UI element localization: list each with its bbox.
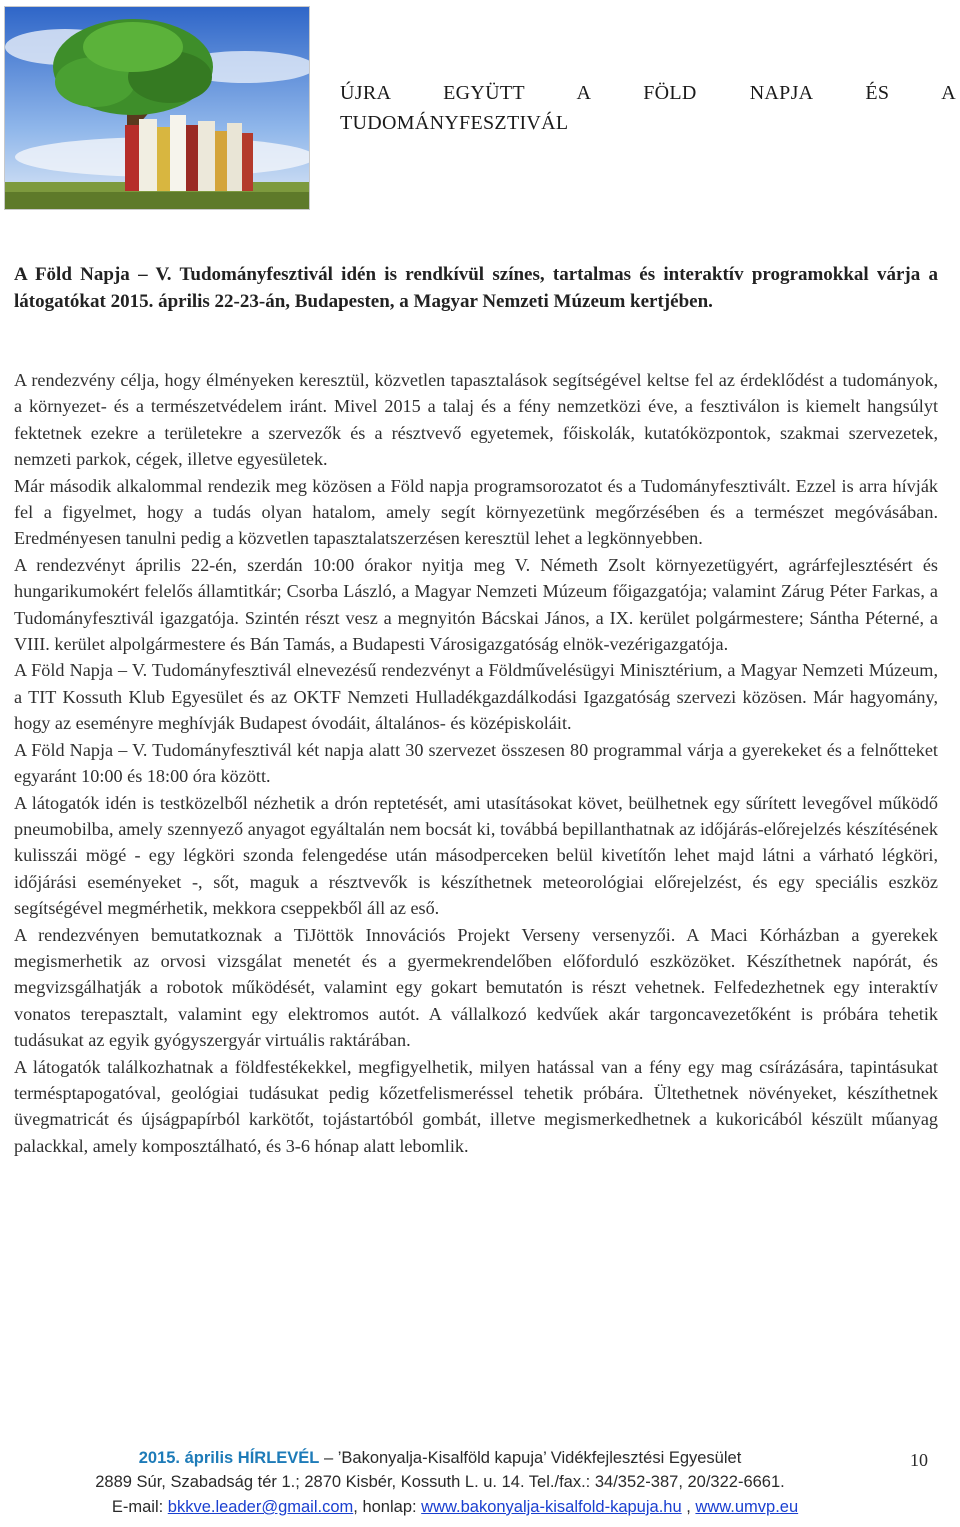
paragraph: A rendezvényen bemutatkoznak a TiJöttök Innovációs Projekt Verseny versenyzői. A Maci Kórházban a gyerekek megismerhetik az orvosi vizsgálat menetét és a gyermekrendelőben előforduló eszközöket. Készíthetnek napórát, és megvizsgálhatják a robotok működését, valamint egy gokart bemutatón is részt vehetnek. Felfedezhetnek egy interaktív vonatos terepasztalt, valamint egy elektromos autót. A vállalkozó kedvűek akár targoncavezetőként is próbára tehetik tudásukat az egyik gyógyszergyár virtuális raktárában. <box>14 924 938 1051</box>
page-number: 10 <box>910 1450 928 1470</box>
article-body <box>14 367 938 1159</box>
footer-address: 2889 Súr, Szabadság tér 1.; 2870 Kisbér, Kossuth L. u. 14. Tel./fax.: 34/352-387, 20/322-6661. <box>95 1473 785 1491</box>
newsletter-date: 2015. április HÍRLEVÉL <box>138 1449 320 1467</box>
paragraph: Már második alkalommal rendezik meg közösen a Föld napja programsorozatot és a Tudományfesztivált. Ezzel is arra hívják fel a figyelmet, hogy a tudás olyan hatalom, amely segít környezetünk megőrzésében és a természet megóvásában. Eredményesen tanulni pedig a közvetlen tapasztalatszerzésen keresztül lehet a legkönnyebben. <box>14 475 938 549</box>
title-line-1: ÚJRA EGYÜTT A FÖLD NAPJA ÉS A <box>340 82 957 104</box>
page-title <box>340 78 956 138</box>
organization-name: – ’Bakonyalja-Kisalföld kapuja’ Vidékfejlesztési Egyesület <box>319 1449 742 1467</box>
email-link[interactable]: bkkve.leader@gmail.com <box>167 1498 354 1516</box>
paragraph: A Föld Napja – V. Tudományfesztivál két napja alatt 30 szervezet összesen 80 programmal várja a gyerekeket és a felnőtteket egyaránt 10:00 és 18:00 óra között. <box>14 739 938 787</box>
footer-contacts: E-mail: bkkve.leader@gmail.com, honlap: www.bakonyalja-kisalfold-kapuja.hu , www.umvp.eu <box>111 1498 799 1516</box>
website-link[interactable]: www.bakonyalja-kisalfold-kapuja.hu <box>421 1498 682 1516</box>
footer-newsletter-line <box>80 1446 800 1470</box>
paragraph: A látogatók találkozhatnak a földfestékekkel, megfigyelhetik, milyen hatással van a fény egy mag csírázására, tapintásukat termésptapogatóval, geológiai tudásukat pedig kőzetfelismeréssel tehetik próbára. Ültethetnek növényeket, készíthetnek üvegmatricát és újságpapírból karkötőt, tojástartóból gombát, illetve megismerkedhetnek a kukoricából készült műanyag palackkal, amely komposztálható, és 3-6 hónap alatt lebomlik. <box>14 1056 938 1156</box>
website-link-umvp[interactable]: www.umvp.eu <box>695 1498 799 1516</box>
page-footer <box>0 1444 960 1524</box>
paragraph: A látogatók idén is testközelből nézhetik a drón reptetését, ami utasításokat követ, beülhetnek egy sűrített levegővel működő pneumobilba, amely szennyező anyagot egyáltalán nem bocsát ki, továbbá bepillanthatnak az időjárás-előrejelzés készítésének kulisszái mögé - egy légköri szonda felengedése után másodperceken belül kivetítőn lehet majd látni a várható légköri, időjárási eseményeket -, sőt, maguk a résztvevők is készíthetnek meteorológiai előrejelzést, és egy speciális eszköz segítségével megmérhetik, mekkora cseppekből áll az eső. <box>14 792 938 919</box>
header-photo-tree-books <box>4 6 310 210</box>
paragraph: A Föld Napja – V. Tudományfesztivál elnevezésű rendezvényt a Földművelésügyi Minisztérium, a Magyar Nemzeti Múzeum, a TIT Kossuth Klub Egyesület és az OKTF Nemzeti Hulladékgazdálkodási Igazgatóság szervezi közösen. Már hagyomány, hogy az eseményre meghívják Budapest óvodáit, általános- és középiskoláit. <box>14 660 938 734</box>
paragraph: A rendezvény célja, hogy élményeken keresztül, közvetlen tapasztalások segítségével keltse fel az érdeklődést a tudományok, a környezet- és a természetvédelem iránt. Mivel 2015 a talaj és a fény nemzetközi éve, a fesztiválon is kiemelt hangsúlyt fektetnek ezekre a területekre a szervezők és a résztvevő egyetemek, főiskolák, kutatóközpontok, szakmai szervezetek, nemzeti parkok, cégek, illetve egyesületek. <box>14 370 938 470</box>
paragraph: A rendezvényt április 22-én, szerdán 10:00 órakor nyitja meg V. Németh Zsolt környezetügyért, agrárfejlesztésért és hungarikumokért felelős államtitkár; Csorba László, a Magyar Nemzeti Múzeum főigazgatója; valamint Zárug Péter Farkas, a Tudományfesztivál igazgatója. Szintén részt vesz a megnyitón Bácskai János, a IX. kerület polgármestere; Sántha Péterné, a VIII. kerület alpolgármestere és Bán Tamás, a Budapesti Városigazgatóság elnök-vezérigazgatója. <box>14 554 938 655</box>
lead-paragraph: A Föld Napja – V. Tudományfesztivál idén is rendkívül színes, tartalmas és interaktív programokkal várja a látogatókat 2015. április 22-23-án, Budapesten, a Magyar Nemzeti Múzeum kertjében. <box>14 264 938 312</box>
title-line-2: TUDOMÁNYFESZTIVÁL <box>340 112 569 134</box>
